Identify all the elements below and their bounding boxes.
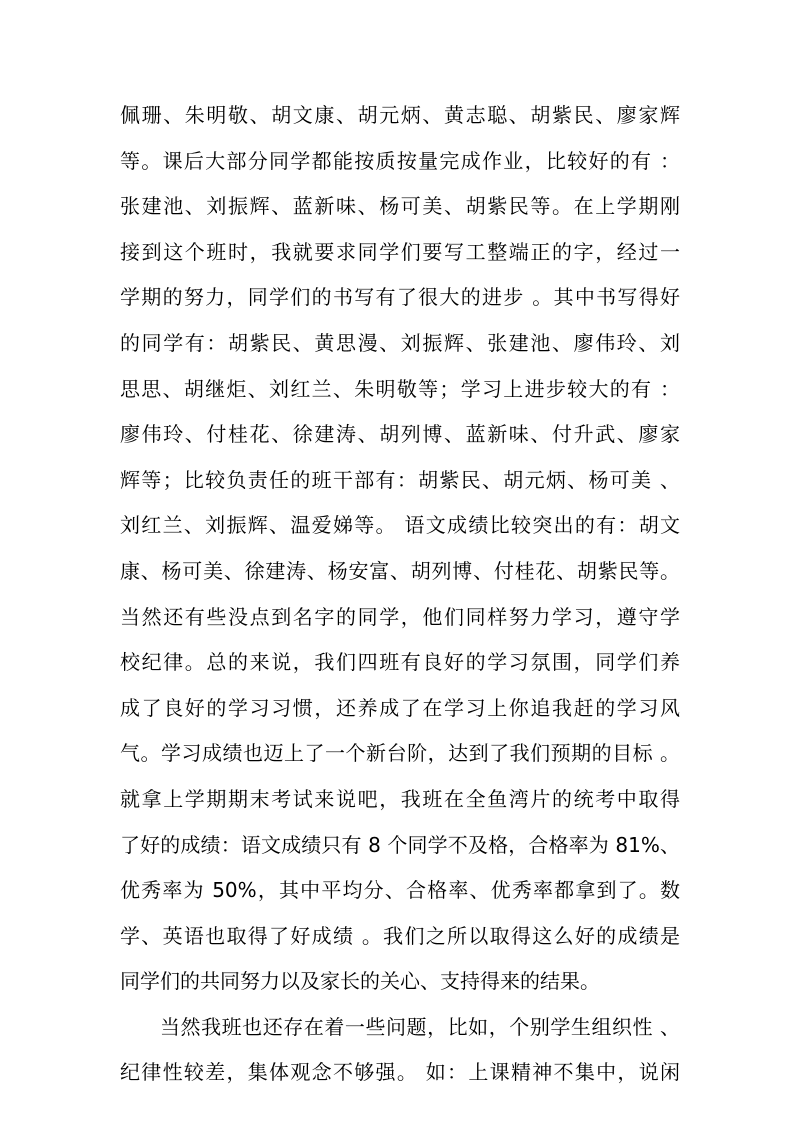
text-line: 当然我班也还存在着一些问题，比如，个别学生组织性 、 (160, 1014, 680, 1039)
text-line: 的同学有：胡紫民、黄思漫、刘振辉、张建池、廖伟玲、刘 (120, 330, 680, 355)
text-line: 学期的努力，同学们的书写有了很大的进步 。其中书写得好 (120, 285, 680, 310)
text-line: 优秀率为 50%，其中平均分、合格率、优秀率都拿到了。数 (120, 878, 680, 903)
text-line: 思思、胡继炬、刘红兰、朱明敬等；学习上进步较大的有 ： (120, 376, 680, 401)
text-line: 气。学习成绩也迈上了一个新台阶，达到了我们预期的目标 。 (120, 741, 680, 766)
text-line: 张建池、刘振辉、蓝新味、杨可美、胡紫民等。在上学期刚 (120, 194, 680, 219)
text-line: 就拿上学期期末考试来说吧，我班在全鱼湾片的统考中取得 (120, 786, 680, 811)
text-line: 接到这个班时，我就要求同学们要写工整端正的字，经过一 (120, 239, 680, 264)
text-line: 佩珊、朱明敬、胡文康、胡元炳、黄志聪、胡紫民、廖家辉 (120, 103, 680, 127)
text-line: 康、杨可美、徐建涛、杨安富、胡列博、付桂花、胡紫民等。 (120, 558, 680, 583)
text-line: 同学们的共同努力以及家长的关心、支持得来的结果。 (120, 969, 600, 994)
text-line: 刘红兰、刘振辉、温爱娣等。 语文成绩比较突出的有：胡文 (120, 513, 680, 538)
text-line: 校纪律。总的来说，我们四班有良好的学习氛围，同学们养 (120, 650, 680, 675)
text-line: 等。课后大部分同学都能按质按量完成作业，比较好的有 ： (120, 148, 680, 173)
body-text (120, 93, 680, 1096)
text-line: 了好的成绩：语文成绩只有 8 个同学不及格，合格率为 81%、 (120, 832, 680, 857)
text-line: 成了良好的学习习惯，还养成了在学习上你追我赶的学习风 (120, 695, 680, 720)
text-line: 纪律性较差，集体观念不够强。 如：上课精神不集中，说闲 (120, 1060, 680, 1085)
text-line: 廖伟玲、付桂花、徐建涛、胡列博、蓝新味、付升武、廖家 (120, 422, 680, 447)
text-line: 辉等；比较负责任的班干部有：胡紫民、胡元炳、杨可美 、 (120, 467, 680, 492)
text-line: 当然还有些没点到名字的同学，他们同样努力学习，遵守学 (120, 604, 680, 629)
text-line: 学、英语也取得了好成绩 。我们之所以取得这么好的成绩是 (120, 923, 680, 948)
